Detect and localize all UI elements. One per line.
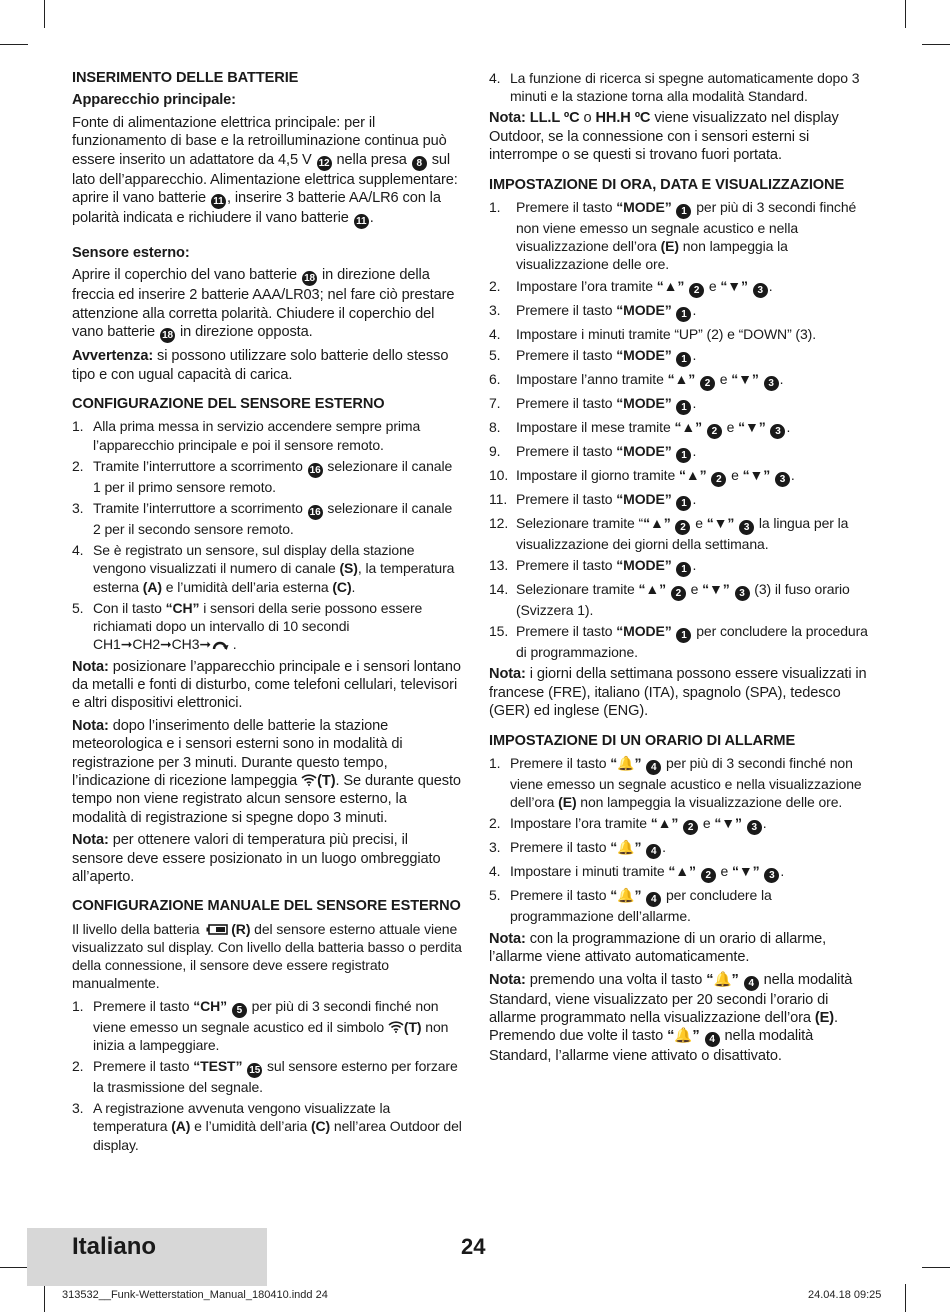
list-item: 14. Selezionare tramite “▲” 2 e “▼” 3 (3) il fuso orario (Svizzera 1).: [489, 581, 850, 619]
callout-3-icon: 3: [735, 586, 750, 601]
crop-mark: [44, 1284, 45, 1312]
list-manual-config: [72, 997, 462, 1154]
paragraph-note-position: Nota: posizionare l’apparecchio principale e i sensori lontano da metalli e fonti di disturbo, come telefoni cellulari, televisori e altri dispositivi elettronici.: [72, 658, 461, 712]
callout-4-icon: 4: [646, 760, 661, 775]
callout-11-icon: 11: [354, 214, 369, 229]
callout-3-icon: 3: [739, 520, 754, 535]
right-column: [489, 69, 879, 1070]
callout-2-icon: 2: [689, 283, 704, 298]
list-item: 4. Impostare i minuti tramite “UP” (2) e “DOWN” (3).: [489, 325, 817, 342]
list-alarm: [489, 754, 879, 926]
callout-3-icon: 3: [747, 820, 762, 835]
language-label: Italiano: [72, 1233, 157, 1260]
heading-main-unit: Apparecchio principale:: [72, 92, 236, 109]
callout-1-icon: 1: [676, 204, 691, 219]
crop-mark: [905, 0, 906, 28]
list-item: 3. Premere il tasto “MODE” 1 .: [489, 301, 697, 320]
callout-11-icon: 11: [211, 194, 226, 209]
crop-mark: [0, 1267, 28, 1268]
list-item: 9. Premere il tasto “MODE” 1 .: [489, 442, 697, 461]
callout-2-icon: 2: [711, 472, 726, 487]
callout-18-icon: 18: [302, 271, 317, 286]
callout-3-icon: 3: [764, 868, 779, 883]
callout-8-icon: 8: [412, 156, 427, 171]
list-item: 6. Impostare l’anno tramite “▲” 2 e “▼” 3 .: [489, 370, 784, 389]
callout-5-icon: 5: [232, 1003, 247, 1018]
callout-3-icon: 3: [764, 376, 779, 391]
list-item: 12. Selezionare tramite ““▲” 2 e “▼” 3 la lingua per la visualizzazione dei giorni della settimana.: [489, 514, 849, 552]
heading-time-date: IMPOSTAZIONE DI ORA, DATA E VISUALIZZAZIONE: [489, 176, 845, 193]
list-config-sensor: [72, 417, 462, 653]
list-item: 5. Con il tasto “CH” i sensori della serie possono essere richiamati dopo un intervallo di 10 secondi CH1➞CH2➞CH3➞ .: [72, 599, 423, 653]
slug-date: 24.04.18 09:25: [808, 1289, 882, 1301]
callout-1-icon: 1: [676, 400, 691, 415]
list-item: 1. Alla prima messa in servizio accendere sempre prima l’apparecchio principale e poi il sensore remoto.: [72, 418, 421, 453]
left-column: [72, 69, 462, 1158]
callout-2-icon: 2: [671, 586, 686, 601]
list-item: 2. Premere il tasto “TEST” 15 sul sensore esterno per forzare la trasmissione del segnale.: [72, 1058, 458, 1095]
list-item: 10. Impostare il giorno tramite “▲” 2 e “▼” 3 .: [489, 466, 795, 485]
paragraph-main-unit: Fonte di alimentazione elettrica principale: per il funzionamento di base e la retroilluminazione continua può essere inserito un adattatore da 4,5 V 12 nella presa 8 sul lato dell’apparecchio. Alimentazione elettrica supplementare: aprire il vano batterie 11 , inserire 3 batterie AA/LR6 con la polarità indicata e richiudere il vano batterie 11 .: [72, 114, 458, 228]
cycle-arrow-icon: [211, 637, 229, 651]
callout-2-icon: 2: [701, 868, 716, 883]
callout-2-icon: 2: [683, 820, 698, 835]
list-item: 5. Premere il tasto “🔔” 4 per concludere la programmazione dell’allarme.: [489, 887, 772, 925]
battery-icon: [206, 924, 228, 935]
list-item: 1. Premere il tasto “MODE” 1 per più di 3 secondi finché non viene emesso un segnale acustico e nella visualizzazione dell’ora (E) non lampeggia la visualizzazione delle ore.: [489, 199, 857, 273]
callout-2-icon: 2: [700, 376, 715, 391]
callout-18-icon: 18: [160, 328, 175, 343]
list-time-date: [489, 198, 879, 661]
list-item: 3. Premere il tasto “🔔” 4 .: [489, 839, 666, 858]
heading-alarm: IMPOSTAZIONE DI UN ORARIO DI ALLARME: [489, 732, 796, 749]
heading-sensor: Sensore esterno:: [72, 245, 190, 262]
list-item: 3. A registrazione avvenuta vengono visualizzate la temperatura (A) e l’umidità dell’aria (C) nell’area Outdoor del display.: [72, 1100, 462, 1153]
callout-4-icon: 4: [705, 1032, 720, 1047]
callout-1-icon: 1: [676, 496, 691, 511]
callout-1-icon: 1: [676, 307, 691, 322]
page-number: 24: [461, 1234, 486, 1259]
callout-1-icon: 1: [676, 448, 691, 463]
callout-1-icon: 1: [676, 352, 691, 367]
list-item: 2. Tramite l’interruttore a scorrimento 16 selezionare il canale 1 per il primo sensore remoto.: [72, 457, 453, 495]
callout-16-icon: 16: [308, 463, 323, 478]
paragraph-note-temperature: Nota: per ottenere valori di temperatura più precisi, il sensore deve essere posizionato in un luogo ombreggiato all’aperto.: [72, 832, 441, 885]
heading-config-sensor: CONFIGURAZIONE DEL SENSORE ESTERNO: [72, 396, 385, 413]
paragraph-note-lll: Nota: LL.L ºC o HH.H ºC viene visualizzato nel display Outdoor, se la connessione con i sensori esterni si interrompe o se questi si trovano fuori portata.: [489, 110, 839, 164]
callout-3-icon: 3: [770, 424, 785, 439]
paragraph-note-languages: Nota: i giorni della settimana possono essere visualizzati in francese (FRE), italiano (ITA), spagnolo (SPA), tedesco (GER) ed inglese (ENG).: [489, 666, 867, 720]
callout-1-icon: 1: [676, 562, 691, 577]
callout-15-icon: 15: [247, 1063, 262, 1078]
crop-mark: [905, 1284, 906, 1312]
list-item: 8. Impostare il mese tramite “▲” 2 e “▼” 3 .: [489, 418, 791, 437]
paragraph-sensor: Aprire il coperchio del vano batterie 18 in direzione della freccia ed inserire 2 batterie AAA/LR03; nel fare ciò prestare attenzione alla corretta polarità. Chiudere il coperchio del vano batterie 18 in direzione opposta.: [72, 267, 455, 342]
list-item: 3. Tramite l’interruttore a scorrimento 16 selezionare il canale 2 per il secondo sensore remoto.: [72, 500, 453, 538]
callout-2-icon: 2: [707, 424, 722, 439]
callout-12-icon: 12: [317, 156, 332, 171]
heading-batteries: INSERIMENTO DELLE BATTERIE: [72, 70, 299, 86]
list-item: 7. Premere il tasto “MODE” 1 .: [489, 394, 697, 413]
list-item: 15. Premere il tasto “MODE” 1 per concludere la procedura di programmazione.: [489, 623, 868, 661]
crop-mark: [922, 1267, 950, 1268]
list-item: 1. Premere il tasto “CH” 5 per più di 3 secondi finché non viene emesso un segnale acustico ed il simbolo (T) non inizia a lampeggiare.: [72, 997, 449, 1053]
heading-manual-config: CONFIGURAZIONE MANUALE DEL SENSORE ESTERNO: [72, 898, 461, 915]
list-item: 11. Premere il tasto “MODE” 1 .: [489, 490, 697, 509]
list-item: 4. Se è registrato un sensore, sul display della stazione vengono visualizzati il numero di canale (S), la temperatura esterna (A) e l’umidità dell’aria esterna (C).: [72, 542, 455, 595]
callout-3-icon: 3: [775, 472, 790, 487]
list-continued: [489, 69, 879, 105]
signal-icon: [388, 1020, 404, 1033]
callout-4-icon: 4: [646, 892, 661, 907]
crop-mark: [0, 44, 28, 45]
paragraph-note-alarm-toggle: Nota: premendo una volta il tasto “🔔” 4 nella modalità Standard, viene visualizzato per 20 secondi l’orario di allarme programmato nella visualizzazione dell’ora (E). Premendo due volte il tasto “🔔” 4 nella modalità Standard, l’allarme viene attivato o disattivato.: [489, 971, 853, 1065]
list-item: 2. Impostare l’ora tramite “▲” 2 e “▼” 3 .: [489, 815, 767, 834]
paragraph-note-registration: Nota: dopo l’inserimento delle batterie la stazione meteorologica e i sensori esterni sono in modalità di registrazione per 3 minuti. Durante questo tempo, l’indicazione di ricezione lampeggia (T). Se durante questo tempo non viene registrato alcun sensore esterno, la modalità di registrazione si spegne dopo 3 minuti.: [72, 717, 461, 826]
callout-3-icon: 3: [753, 283, 768, 298]
callout-1-icon: 1: [676, 628, 691, 643]
paragraph-battery-level: Il livello della batteria (R) del sensore esterno attuale viene visualizzato sul display. Con livello della batteria basso o perdita della connessione, il sensore deve essere registrato manualmente.: [72, 920, 462, 992]
list-item: 4. Impostare i minuti tramite “▲” 2 e “▼” 3 .: [489, 863, 785, 882]
callout-2-icon: 2: [675, 520, 690, 535]
list-item: 4. La funzione di ricerca si spegne automaticamente dopo 3 minuti e la stazione torna alla modalità Standard.: [489, 70, 860, 105]
paragraph-note-alarm-auto: Nota: con la programmazione di un orario di allarme, l’allarme viene attivato automaticamente.: [489, 930, 827, 966]
slug-filename: 313532__Funk-Wetterstation_Manual_180410.indd 24: [62, 1289, 328, 1301]
list-item: 1. Premere il tasto “🔔” 4 per più di 3 secondi finché non viene emesso un segnale acustico e nella visualizzazione dell’ora (E) non lampeggia la visualizzazione delle ore.: [489, 755, 862, 811]
callout-16-icon: 16: [308, 505, 323, 520]
crop-mark: [922, 44, 950, 45]
callout-4-icon: 4: [646, 844, 661, 859]
list-item: 13. Premere il tasto “MODE” 1 .: [489, 557, 697, 576]
list-item: 2. Impostare l’ora tramite “▲” 2 e “▼” 3 .: [489, 277, 773, 296]
signal-icon: [301, 773, 317, 786]
callout-4-icon: 4: [744, 976, 759, 991]
paragraph-warning: Avvertenza: si possono utilizzare solo batterie dello stesso tipo e con ugual capacità di carica.: [72, 348, 449, 383]
crop-mark: [44, 0, 45, 28]
list-item: 5. Premere il tasto “MODE” 1 .: [489, 346, 697, 365]
